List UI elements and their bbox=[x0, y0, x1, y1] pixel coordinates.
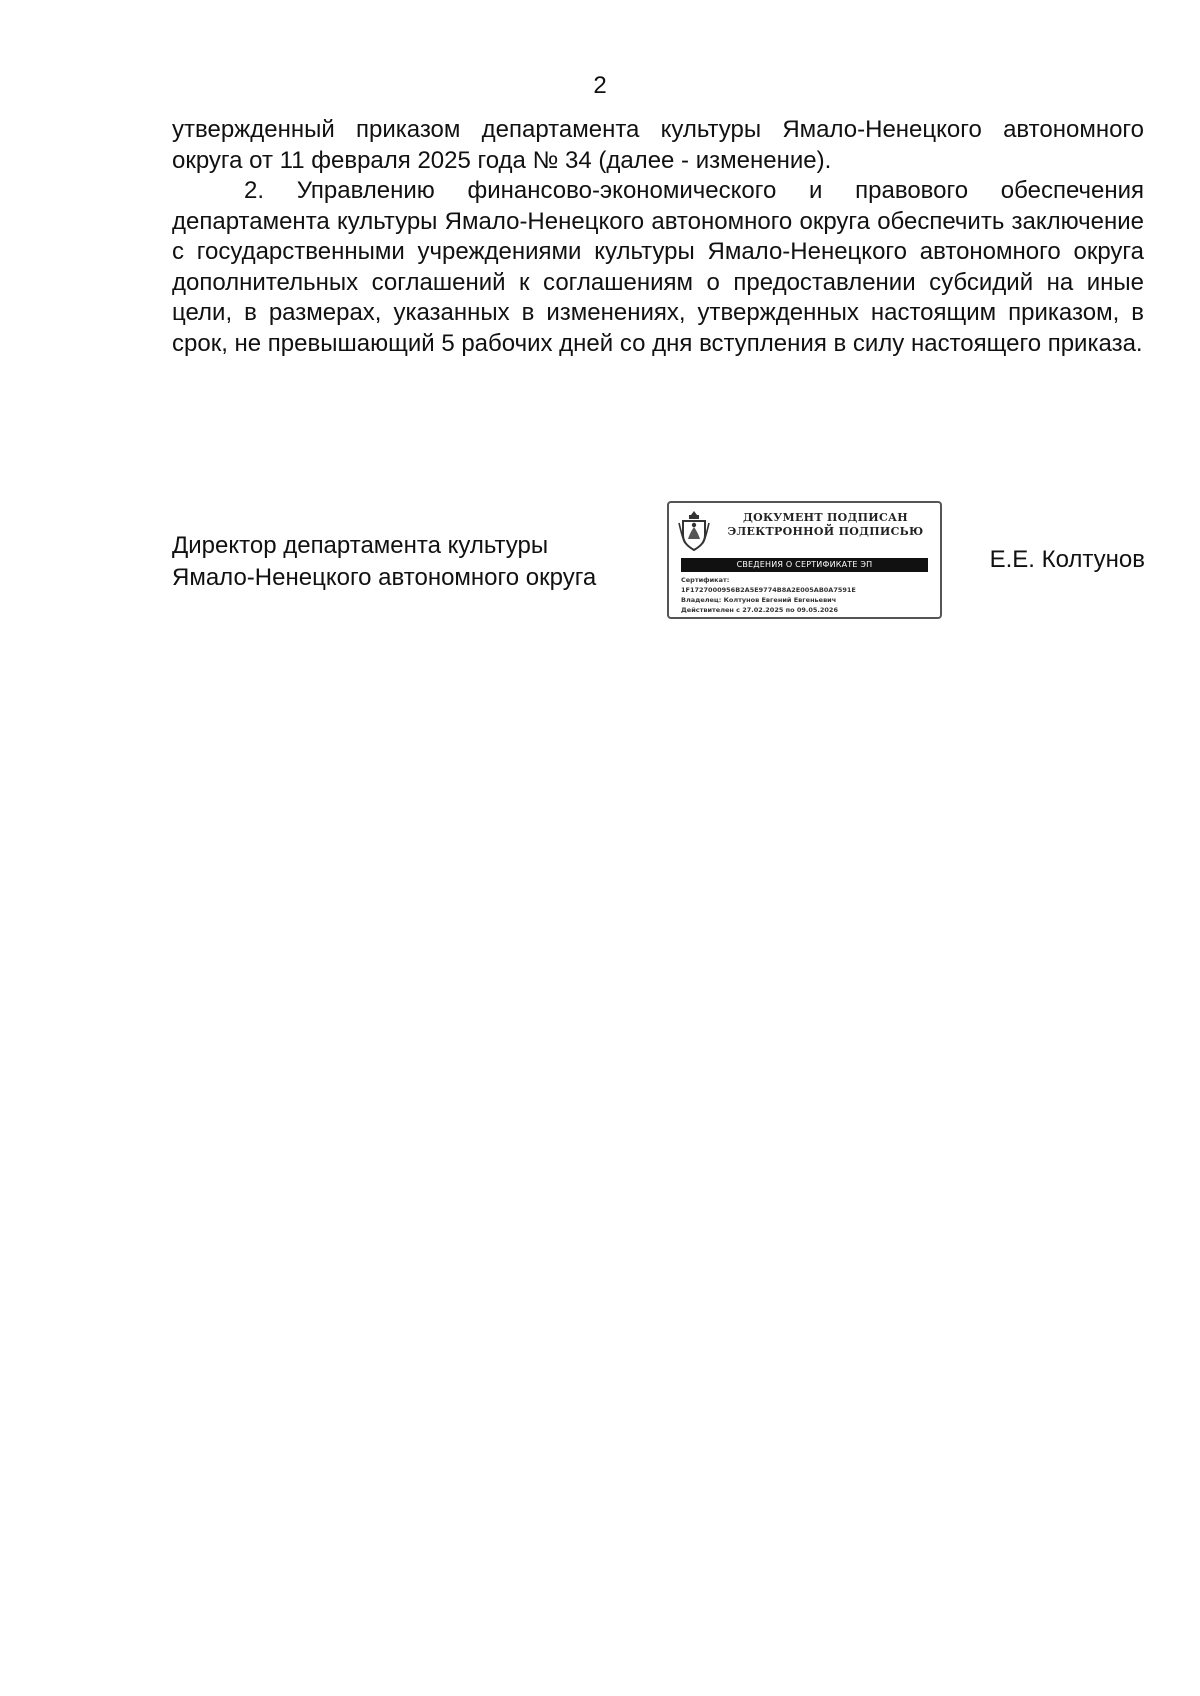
stamp-certificate-details bbox=[681, 575, 932, 615]
paragraph-continuation: утвержденный приказом департамента культуры Ямало-Ненецкого автономного округа от 11 февраля 2025 года № 34 (далее - изменение). bbox=[172, 116, 1144, 174]
electronic-signature-stamp bbox=[667, 501, 942, 619]
signer-name: Е.Е. Колтунов bbox=[989, 546, 1145, 573]
signer-position-line-2: Ямало-Ненецкого автономного округа bbox=[172, 564, 597, 591]
stamp-line-certificate-label: Сертификат: bbox=[681, 576, 730, 584]
yamal-coat-of-arms-icon bbox=[677, 509, 711, 553]
signer-position-line-1: Директор департамента культуры bbox=[172, 532, 549, 559]
page-number: 2 bbox=[593, 72, 607, 99]
stamp-line-certificate-number: 1F1727000956B2A5E9774B8A2E005AB0A7591E bbox=[681, 586, 856, 594]
stamp-title-line-2: ЭЛЕКТРОННОЙ ПОДПИСЬЮ bbox=[727, 525, 924, 538]
stamp-title bbox=[717, 511, 934, 539]
paragraph-item-2: 2. Управлению финансово-экономического и правового обеспечения департамента культуры Ямало-Ненецкого автономного округа обеспечить заключение с государственными учреждениями культуры Ямало-Ненецкого автономного округа дополнительных соглашений к соглашениям о предоставлении субсидий на иные цели, в размерах, указанных в изменениях, утвержденных настоящим приказом, в срок, не превышающий 5 рабочих дней со дня вступления в силу настоящего приказа. bbox=[172, 177, 1144, 357]
signer-position bbox=[172, 530, 596, 594]
stamp-certificate-bar: СВЕДЕНИЯ О СЕРТИФИКАТЕ ЭП bbox=[681, 558, 928, 572]
stamp-title-line-1: ДОКУМЕНТ ПОДПИСАН bbox=[742, 511, 908, 524]
document-body bbox=[172, 115, 1144, 359]
stamp-line-owner: Владелец: Колтунов Евгений Евгеньевич bbox=[681, 596, 837, 604]
stamp-line-validity: Действителен с 27.02.2025 по 09.05.2026 bbox=[681, 606, 838, 614]
